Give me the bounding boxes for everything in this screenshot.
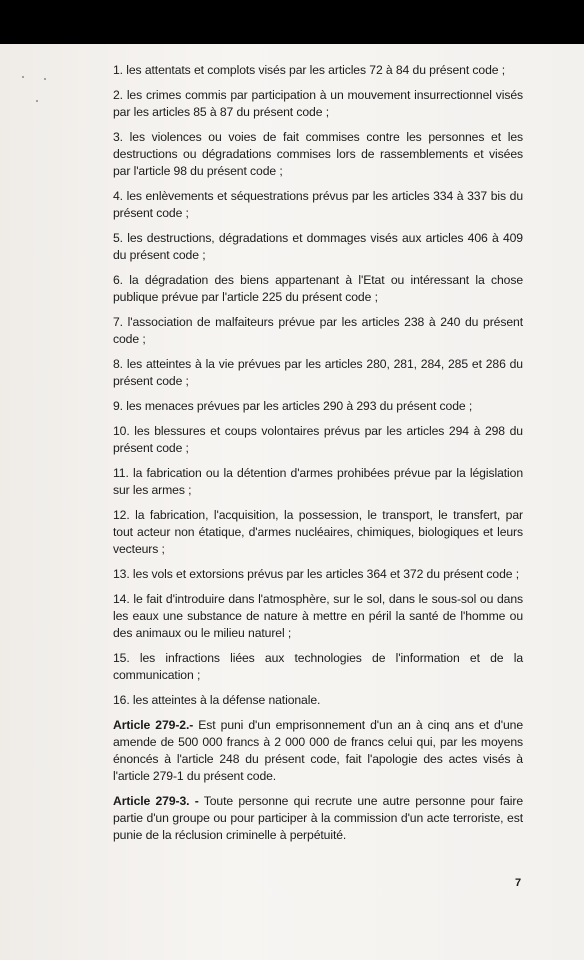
article-279-3: [113, 793, 523, 844]
list-item: 12. la fabrication, l'acquisition, la possession, le transport, le transfert, par tout acteur non étatique, d'armes nucléaires, chimiques, biologiques et leurs vecteurs ;: [113, 508, 523, 556]
speck: [22, 76, 24, 78]
page-number: 7: [515, 877, 522, 889]
list-item: 5. les destructions, dégradations et dommages visés aux articles 406 à 409 du présent code ;: [113, 231, 523, 262]
speck: [44, 78, 46, 80]
list-item: 8. les atteintes à la vie prévues par les articles 280, 281, 284, 285 et 286 du présent code ;: [113, 357, 523, 388]
list-item: 11. la fabrication ou la détention d'armes prohibées prévue par la législation sur les armes ;: [113, 466, 523, 497]
list-item: 7. l'association de malfaiteurs prévue par les articles 238 à 240 du présent code ;: [113, 315, 523, 346]
list-item: 16. les atteintes à la défense nationale.: [113, 693, 321, 707]
article-279-2: [113, 717, 523, 785]
list-item: 9. les menaces prévues par les articles 290 à 293 du présent code ;: [113, 399, 473, 413]
article-text: Est puni d'un emprisonnement d'un an à cinq ans et d'une amende de 500 000 francs à 2 000 000 de francs celui qui, par les moyens énoncés à l'article 248 du présent code, fait l'apologie des actes visés à l'article 279-1 du présent code.: [113, 718, 523, 783]
article-heading: Article 279-2.-: [113, 718, 194, 732]
list-item: 6. la dégradation des biens appartenant à l'Etat ou intéressant la chose publique prévue par l'article 225 du présent code ;: [113, 273, 523, 304]
article-text: Toute personne qui recrute une autre personne pour faire partie d'un groupe ou pour participer à la commission d'un acte terroriste, est punie de la réclusion criminelle à perpétuité.: [113, 794, 523, 842]
list-item: 13. les vols et extorsions prévus par les articles 364 et 372 du présent code ;: [113, 567, 520, 581]
top-black-bar: [0, 0, 584, 44]
list-item: 14. le fait d'introduire dans l'atmosphère, sur le sol, dans le sous-sol ou dans les eaux une substance de nature à mettre en péril la santé de l'homme ou des animaux ou le milieu naturel ;: [113, 592, 523, 640]
list-item: 10. les blessures et coups volontaires prévus par les articles 294 à 298 du présent code ;: [113, 424, 523, 455]
document-body: [113, 62, 523, 852]
list-item: 1. les attentats et complots visés par les articles 72 à 84 du présent code ;: [113, 63, 505, 77]
article-heading: Article 279-3. -: [113, 794, 199, 808]
list-item: 2. les crimes commis par participation à un mouvement insurrectionnel visés par les articles 85 à 87 du présent code ;: [113, 88, 523, 119]
list-item: 3. les violences ou voies de fait commises contre les personnes et les destructions ou dégradations commises lors de rassemblements et visées par l'article 98 du présent code ;: [113, 130, 523, 178]
list-item: 4. les enlèvements et séquestrations prévus par les articles 334 à 337 bis du présent code ;: [113, 189, 523, 220]
list-item: 15. les infractions liées aux technologies de l'information et de la communication ;: [113, 651, 523, 682]
speck: [36, 100, 38, 102]
